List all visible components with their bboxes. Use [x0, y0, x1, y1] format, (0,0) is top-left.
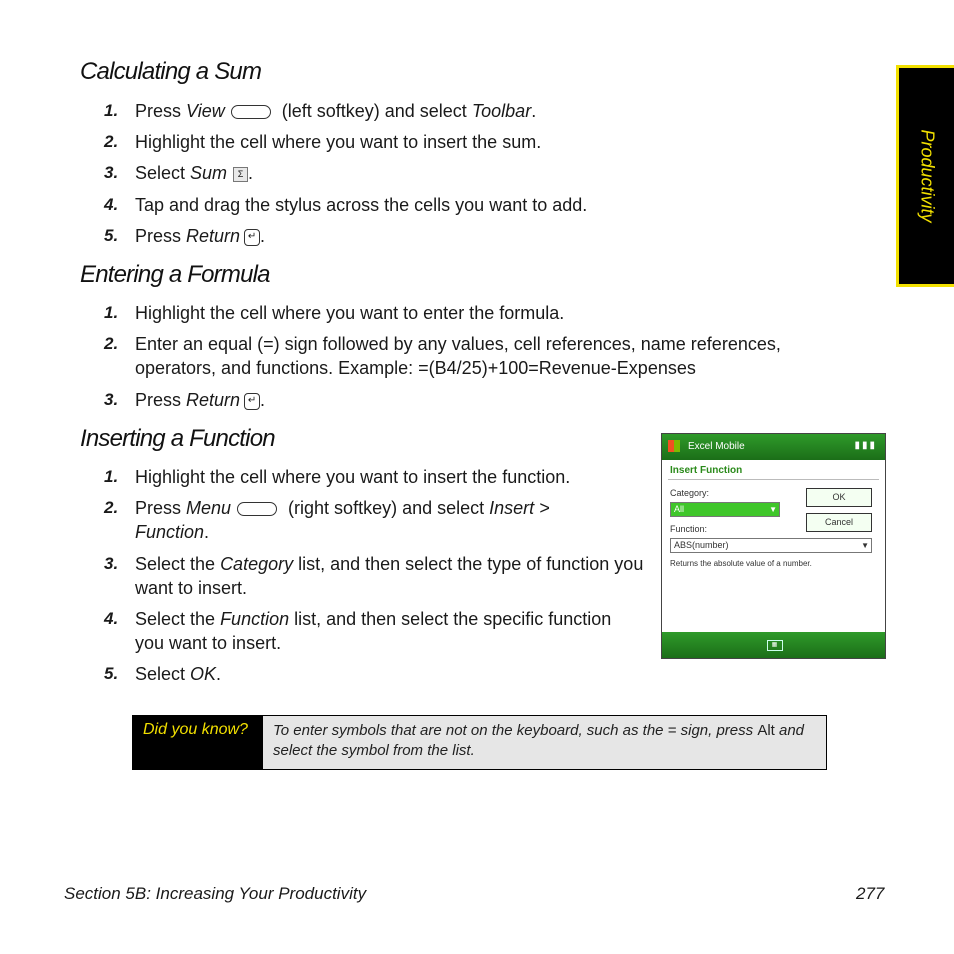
phone-bottom-bar [662, 632, 885, 658]
cancel-button[interactable]: Cancel [806, 513, 872, 532]
function-description: Returns the absolute value of a number. [670, 559, 812, 568]
did-you-know-box [132, 715, 827, 770]
right-softkey-icon [237, 502, 277, 516]
phone-divider [668, 479, 879, 480]
phone-app-title: Excel Mobile [688, 441, 745, 452]
section-side-tab [896, 65, 954, 287]
tip-label: Did you know? [133, 716, 263, 769]
page-number: 277 [856, 884, 885, 903]
windows-start-icon[interactable] [668, 440, 680, 452]
chevron-down-icon: ▼ [769, 505, 777, 514]
chevron-down-icon: ▼ [861, 541, 869, 550]
function-dropdown[interactable] [670, 538, 872, 553]
return-key-icon: ↵ [244, 393, 260, 410]
tip-text: To enter symbols that are not on the keyboard, such as the = sign, press Alt and select the symbol from the list. [273, 722, 805, 759]
category-dropdown-value: All [674, 504, 685, 514]
phone-screenshot [661, 433, 886, 659]
function-label: Function: [670, 524, 708, 534]
phone-section-title: Insert Function [670, 465, 743, 476]
category-dropdown[interactable] [670, 502, 780, 517]
sum-icon: Σ [233, 167, 248, 182]
return-key-icon: ↵ [244, 229, 260, 246]
phone-status-icons: ▮▮▮ [854, 440, 877, 451]
heading-entering-formula: Entering a Formula [80, 261, 270, 288]
left-softkey-icon [231, 105, 271, 119]
ok-button[interactable]: OK [806, 488, 872, 507]
heading-inserting-function: Inserting a Function [80, 425, 275, 452]
footer-section-title: Section 5B: Increasing Your Productivity [64, 884, 367, 903]
phone-title-bar [662, 434, 885, 460]
category-label: Category: [670, 488, 710, 498]
function-dropdown-value: ABS(number) [674, 540, 729, 550]
keyboard-icon[interactable]: ▦ [767, 640, 783, 651]
heading-calculating-sum: Calculating a Sum [80, 58, 262, 85]
side-tab-label: Productivity [917, 129, 937, 223]
